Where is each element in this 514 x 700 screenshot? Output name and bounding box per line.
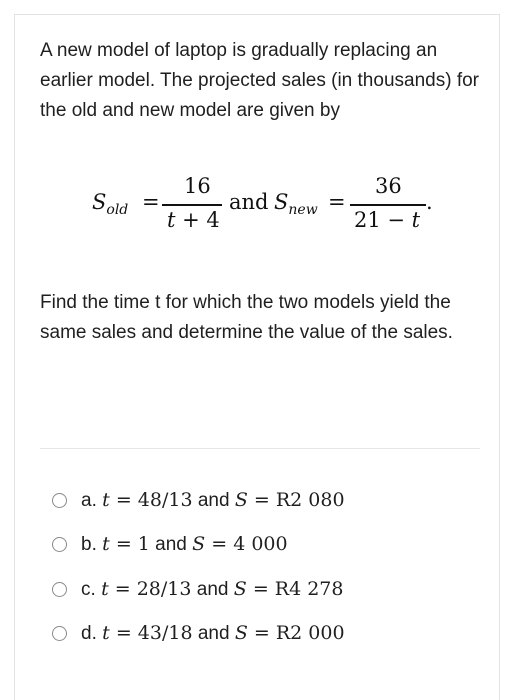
fraction-1-numerator: 16 [184, 174, 211, 198]
radio-circle-icon[interactable] [52, 493, 67, 508]
option-b-text: b. t = 1 and S = 4 000 [81, 533, 288, 556]
sales-formula [92, 172, 452, 236]
s-new-label: $S_{new}$ [274, 190, 318, 218]
radio-circle-icon[interactable] [52, 626, 67, 641]
prompt-text: Find the time t for which the two models yield the same sales and determine the value of the sales. [40, 292, 453, 343]
equals-sign-2: = [328, 190, 346, 214]
fraction-2-numerator: 36 [375, 174, 402, 198]
radio-circle-icon[interactable] [52, 582, 67, 597]
equals-sign-1: = [142, 190, 160, 214]
option-a-text: a. t = 48/13 and S = R2 080 [81, 488, 345, 511]
answer-options [52, 478, 492, 656]
and-word: and [229, 190, 269, 214]
radio-circle-icon[interactable] [52, 537, 67, 552]
option-a[interactable] [52, 478, 492, 523]
formula-end-dot: . [426, 190, 433, 214]
option-d[interactable] [52, 612, 492, 657]
fraction-1-denominator: t + 4 [167, 208, 220, 232]
option-b[interactable] [52, 523, 492, 568]
option-d-text: d. t = 43/18 and S = R2 000 [81, 622, 345, 645]
section-divider [40, 448, 480, 449]
option-c-text: c. t = 28/13 and S = R4 278 [81, 577, 344, 600]
fraction-2-bar [350, 204, 426, 206]
fraction-1-bar [162, 204, 222, 206]
question-text: A new model of laptop is gradually replacing an earlier model. The projected sales (in thousands) for the old and new model are given by [40, 40, 479, 121]
fraction-2-denominator: 21 − t [354, 208, 421, 232]
option-c[interactable] [52, 567, 492, 612]
s-old-label: $S_{old}$ [92, 190, 129, 218]
